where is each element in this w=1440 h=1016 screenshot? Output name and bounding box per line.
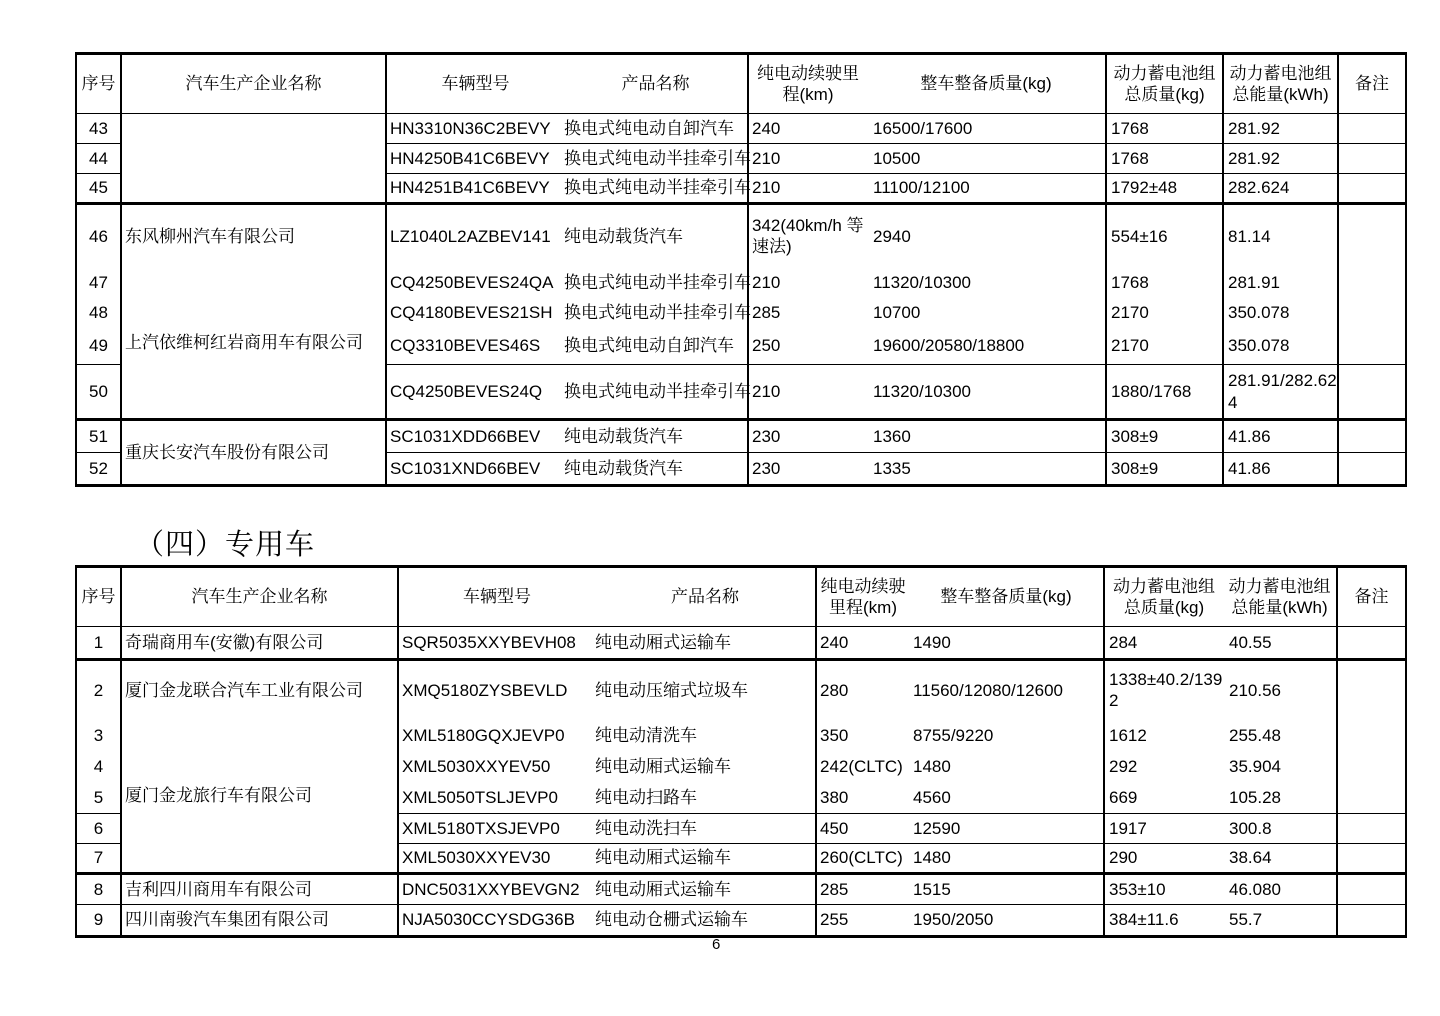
model-product-cell: [398, 874, 816, 905]
battery-energy-text: 255.48: [1229, 725, 1281, 745]
model-product-cell: [386, 204, 748, 268]
remark-cell: [1338, 114, 1406, 144]
model-text: XML5180GQXJEVP0: [402, 725, 565, 745]
mass-text: 1950/2050: [913, 910, 994, 930]
mass-text: 1480: [913, 848, 951, 868]
range-mass-cell: [748, 298, 1106, 328]
section-title: （四）专用车: [135, 529, 316, 561]
mass-text: 1480: [913, 757, 951, 777]
battery-cell: [1104, 814, 1337, 844]
serial-cell: 45: [76, 174, 121, 204]
col-header-serial: 序号: [76, 567, 121, 627]
remark-cell: [1337, 814, 1406, 844]
battery-mass-cell: 2170: [1106, 328, 1223, 365]
range-text: 230: [752, 426, 781, 446]
remark-cell: [1338, 453, 1406, 486]
battery-mass-cell: 2170: [1106, 298, 1223, 328]
remark-cell: [1338, 328, 1406, 365]
col-header-battery: [1104, 567, 1337, 627]
range-text: 285: [752, 302, 781, 322]
model-text: SC1031XND66BEV: [390, 458, 541, 478]
col-header-mass: 整车整备质量(kg): [940, 587, 1072, 607]
remark-cell: [1338, 420, 1406, 453]
col-header-battery-energy: 动力蓄电池组总能量(kWh): [1223, 54, 1338, 114]
model-product-cell: [386, 268, 751, 298]
serial-cell: 44: [76, 144, 121, 174]
range-mass-cell: [816, 720, 1104, 752]
battery-energy-cell: 281.91/282.624: [1223, 365, 1338, 420]
table-truck-continued: [75, 52, 1407, 487]
mass-text: 16500/17600: [873, 118, 973, 138]
battery-cell: [1104, 844, 1337, 874]
battery-energy-cell: 281.92: [1223, 144, 1338, 174]
range-text: 210: [752, 272, 781, 292]
battery-mass-cell: 1792±48: [1106, 174, 1223, 204]
range-text: 240: [820, 632, 849, 652]
mass-text: 11560/12080/12600: [913, 680, 1064, 700]
range-mass-cell: [748, 328, 1106, 365]
table-row: [76, 204, 1406, 268]
battery-energy-cell: 81.14: [1223, 204, 1338, 268]
range-text: 250: [752, 336, 781, 356]
product-text: 纯电动清洗车: [595, 725, 697, 745]
table-row: [76, 720, 1406, 752]
remark-cell: [1338, 365, 1406, 420]
range-mass-cell: [748, 174, 1106, 204]
col-header-model: 车辆型号: [463, 587, 531, 607]
range-mass-cell: [816, 627, 1104, 660]
col-header-mass: 整车整备质量(kg): [920, 74, 1052, 94]
table-row: [76, 627, 1406, 660]
product-text: 纯电动厢式运输车: [595, 848, 731, 868]
model-product-cell: [398, 783, 816, 814]
range-mass-cell: [816, 660, 1104, 720]
remark-cell: [1338, 144, 1406, 174]
model-product-cell: [386, 174, 751, 204]
product-text: 换电式纯电动半挂牵引车: [564, 272, 751, 292]
company-cell: 上汽依维柯红岩商用车有限公司: [121, 268, 386, 420]
battery-energy-text: 40.55: [1229, 632, 1272, 652]
remark-cell: [1337, 720, 1406, 752]
range-mass-cell: [748, 114, 1106, 144]
battery-cell: [1104, 627, 1337, 660]
range-text: 380: [820, 788, 849, 808]
col-header-product: 产品名称: [621, 74, 690, 94]
product-text: 纯电动载货汽车: [564, 226, 683, 246]
product-text: 纯电动仓栅式运输车: [595, 910, 748, 930]
col-header-model: 车辆型号: [441, 74, 510, 94]
table-special-vehicles: [75, 565, 1407, 938]
serial-cell: 52: [76, 453, 121, 486]
table-header-row: [76, 54, 1406, 114]
model-text: XML5030XXYEV50: [402, 757, 551, 777]
serial-cell: 43: [76, 114, 121, 144]
remark-cell: [1337, 627, 1406, 660]
battery-cell: [1104, 720, 1337, 752]
mass-text: 19600/20580/18800: [873, 336, 1025, 356]
battery-energy-cell: 350.078: [1223, 328, 1338, 365]
battery-energy-text: 55.7: [1229, 910, 1263, 930]
col-header-range-mass: [816, 567, 1104, 627]
col-header-remark: 备注: [1337, 567, 1406, 627]
battery-energy-cell: 281.91: [1223, 268, 1338, 298]
mass-text: 1360: [873, 426, 911, 446]
product-text: 纯电动压缩式垃圾车: [595, 680, 748, 700]
mass-text: 11100/12100: [873, 178, 970, 198]
battery-mass-text: 290: [1109, 848, 1138, 868]
remark-cell: [1338, 204, 1406, 268]
col-header-company: 汽车生产企业名称: [121, 54, 386, 114]
table-row: [76, 420, 1406, 453]
col-header-model-product: [398, 567, 816, 627]
product-text: 纯电动厢式运输车: [595, 757, 731, 777]
model-product-cell: [398, 844, 816, 874]
mass-text: 11320/10300: [873, 381, 972, 401]
battery-mass-cell: 1768: [1106, 268, 1223, 298]
serial-cell: 1: [76, 627, 121, 660]
battery-energy-cell: 281.92: [1223, 114, 1338, 144]
battery-mass-text: 384±11.6: [1109, 910, 1179, 930]
col-header-remark: 备注: [1338, 54, 1406, 114]
mass-text: 4560: [913, 788, 951, 808]
company-cell: [121, 114, 386, 204]
remark-cell: [1337, 874, 1406, 905]
col-header-company: 汽车生产企业名称: [121, 567, 398, 627]
company-cell: 重庆长安汽车股份有限公司: [121, 420, 386, 486]
mass-text: 1515: [913, 879, 951, 899]
page-number: 6: [712, 936, 721, 953]
mass-text: 8755/9220: [913, 725, 994, 745]
remark-cell: [1338, 298, 1406, 328]
model-text: HN4251B41C6BEVY: [390, 178, 550, 198]
table-row: [76, 268, 1406, 298]
model-product-cell: [386, 298, 751, 328]
range-text: 210: [752, 381, 781, 401]
product-text: 纯电动厢式运输车: [595, 632, 731, 652]
model-product-cell: [386, 144, 751, 174]
col-header-range: 纯电动续驶里程(km): [757, 63, 859, 104]
range-text: 280: [820, 680, 849, 700]
mass-text: 10500: [873, 148, 921, 168]
company-cell: 吉利四川商用车有限公司: [121, 874, 398, 905]
model-product-cell: [386, 365, 751, 420]
model-product-cell: [398, 905, 816, 937]
range-text: 260(CLTC): [820, 848, 903, 868]
battery-cell: [1104, 905, 1337, 937]
battery-energy-cell: 350.078: [1223, 298, 1338, 328]
battery-mass-cell: 554±16: [1106, 204, 1223, 268]
battery-energy-text: 105.28: [1229, 788, 1281, 808]
range-mass-cell: [748, 420, 1106, 453]
range-text: 210: [752, 148, 781, 168]
model-text: LZ1040L2AZBEV141: [390, 226, 551, 246]
model-text: XML5180TXSJEVP0: [402, 818, 560, 838]
model-text: HN4250B41C6BEVY: [390, 148, 550, 168]
model-text: CQ4250BEVES24Q: [390, 381, 543, 401]
battery-cell: [1104, 783, 1337, 814]
battery-mass-text: 669: [1109, 788, 1138, 808]
table-row: [76, 660, 1406, 720]
serial-cell: 47: [89, 272, 108, 292]
table-row: [76, 905, 1406, 937]
model-text: XML5030XXYEV30: [402, 848, 551, 868]
range-text: 350: [820, 725, 849, 745]
battery-mass-cell: 308±9: [1106, 453, 1223, 486]
mass-text: 10700: [873, 302, 921, 322]
company-cell: 厦门金龙联合汽车工业有限公司: [121, 660, 398, 720]
battery-mass-text: 1917: [1109, 818, 1147, 838]
model-text: CQ4180BEVES21SH: [390, 302, 553, 322]
remark-cell: [1337, 783, 1406, 814]
range-text: 230: [752, 458, 781, 478]
serial-cell: 7: [76, 844, 121, 874]
model-product-cell: [398, 752, 816, 783]
table-row: [76, 874, 1406, 905]
range-mass-cell: [748, 144, 1106, 174]
range-mass-cell: [748, 268, 1106, 298]
model-text: DNC5031XXYBEVGN2: [402, 879, 580, 899]
remark-cell: [1337, 905, 1406, 937]
battery-energy-text: 38.64: [1229, 848, 1272, 868]
model-text: NJA5030CCYSDG36B: [402, 910, 575, 930]
remark-cell: [1338, 174, 1406, 204]
model-text: XML5050TSLJEVP0: [402, 788, 558, 808]
product-text: 纯电动厢式运输车: [595, 879, 731, 899]
range-mass-cell: [816, 905, 1104, 937]
table-header-row: [76, 567, 1406, 627]
model-product-cell: [398, 814, 816, 844]
battery-mass-text: 284: [1109, 632, 1138, 652]
model-text: CQ3310BEVES46S: [390, 336, 541, 356]
model-product-cell: [386, 420, 748, 453]
serial-cell: 3: [93, 725, 104, 745]
battery-energy-text: 210.56: [1229, 680, 1281, 700]
col-header-battery-mass: 动力蓄电池组总质量(kg): [1113, 576, 1215, 617]
serial-cell: 5: [76, 783, 121, 814]
battery-cell: [1104, 752, 1337, 783]
battery-energy-text: 300.8: [1229, 818, 1272, 838]
company-cell: 东风柳州汽车有限公司: [121, 204, 386, 268]
battery-mass-cell: 1768: [1106, 144, 1223, 174]
battery-energy-text: 46.080: [1229, 879, 1281, 899]
battery-mass-text: 1612: [1109, 725, 1147, 745]
model-product-cell: [386, 114, 748, 144]
serial-cell: 46: [89, 226, 108, 246]
battery-energy-text: 35.904: [1229, 757, 1281, 777]
range-text: 240: [752, 118, 781, 138]
col-header-battery-energy: 动力蓄电池组总能量(kWh): [1228, 576, 1331, 617]
product-text: 纯电动扫路车: [595, 788, 697, 808]
model-product-cell: [398, 660, 816, 720]
battery-cell: [1104, 660, 1337, 720]
product-text: 换电式纯电动半挂牵引车: [564, 302, 751, 322]
serial-cell: 51: [76, 420, 121, 453]
remark-cell: [1337, 660, 1406, 720]
serial-cell: 9: [76, 905, 121, 937]
company-cell: 奇瑞商用车(安徽)有限公司: [121, 627, 398, 660]
model-text: CQ4250BEVES24QA: [390, 272, 554, 292]
battery-energy-cell: 41.86: [1223, 420, 1338, 453]
model-product-cell: [386, 453, 748, 486]
range-mass-cell: [816, 874, 1104, 905]
battery-mass-cell: 308±9: [1106, 420, 1223, 453]
col-header-model-product: [386, 54, 748, 114]
mass-text: 2940: [873, 226, 911, 246]
range-text: 342(40km/h 等速法): [752, 216, 864, 257]
range-mass-cell: [748, 453, 1106, 486]
mass-text: 1335: [873, 458, 911, 478]
model-product-cell: [398, 627, 816, 660]
company-cell: 四川南骏汽车集团有限公司: [121, 905, 398, 937]
col-header-product: 产品名称: [671, 587, 739, 607]
model-text: XMQ5180ZYSBEVLD: [402, 680, 568, 700]
range-mass-cell: [816, 752, 1104, 783]
model-text: SQR5035XXYBEVH08: [402, 632, 576, 652]
product-text: 换电式纯电动自卸汽车: [564, 118, 734, 138]
mass-text: 12590: [913, 818, 961, 838]
mass-text: 11320/10300: [873, 272, 972, 292]
serial-cell: 8: [76, 874, 121, 905]
table-row: [76, 114, 1406, 144]
remark-cell: [1337, 752, 1406, 783]
product-text: 纯电动载货汽车: [564, 426, 683, 446]
serial-cell: 6: [76, 814, 121, 844]
serial-cell: 2: [93, 680, 104, 700]
product-text: 换电式纯电动半挂牵引车: [564, 381, 751, 401]
serial-cell: 50: [76, 365, 121, 420]
range-mass-cell: [748, 204, 1106, 268]
col-header-range-mass: [748, 54, 1106, 114]
product-text: 换电式纯电动半挂牵引车: [564, 178, 751, 198]
range-mass-cell: [748, 365, 1106, 420]
battery-cell: [1104, 874, 1337, 905]
range-mass-cell: [816, 814, 1104, 844]
range-text: 285: [820, 879, 849, 899]
battery-energy-cell: 41.86: [1223, 453, 1338, 486]
col-header-battery-mass: 动力蓄电池组总质量(kg): [1106, 54, 1223, 114]
product-text: 换电式纯电动半挂牵引车: [564, 148, 751, 168]
range-text: 242(CLTC): [820, 757, 903, 777]
range-text: 255: [820, 910, 849, 930]
product-text: 纯电动洗扫车: [595, 818, 697, 838]
serial-cell: 48: [89, 302, 108, 322]
mass-text: 1490: [913, 632, 951, 652]
range-mass-cell: [816, 844, 1104, 874]
battery-mass-cell: 1880/1768: [1106, 365, 1223, 420]
battery-mass-text: 1338±40.2/1392: [1109, 670, 1223, 711]
company-cell: 厦门金龙旅行车有限公司: [121, 720, 398, 874]
range-text: 450: [820, 818, 849, 838]
battery-energy-cell: 282.624: [1223, 174, 1338, 204]
battery-mass-cell: 1768: [1106, 114, 1223, 144]
product-text: 纯电动载货汽车: [564, 458, 683, 478]
model-text: SC1031XDD66BEV: [390, 426, 541, 446]
remark-cell: [1338, 268, 1406, 298]
model-text: HN3310N36C2BEVY: [390, 118, 551, 138]
remark-cell: [1337, 844, 1406, 874]
battery-mass-text: 353±10: [1109, 879, 1166, 899]
range-mass-cell: [816, 783, 1104, 814]
model-product-cell: [386, 328, 748, 365]
serial-cell: 4: [93, 757, 104, 777]
battery-mass-text: 292: [1109, 757, 1138, 777]
col-header-range: 纯电动续驶里程(km): [820, 576, 906, 617]
serial-cell: 49: [76, 328, 121, 365]
product-text: 换电式纯电动自卸汽车: [564, 336, 734, 356]
col-header-serial: 序号: [76, 54, 121, 114]
range-text: 210: [752, 178, 781, 198]
model-product-cell: [398, 720, 816, 752]
